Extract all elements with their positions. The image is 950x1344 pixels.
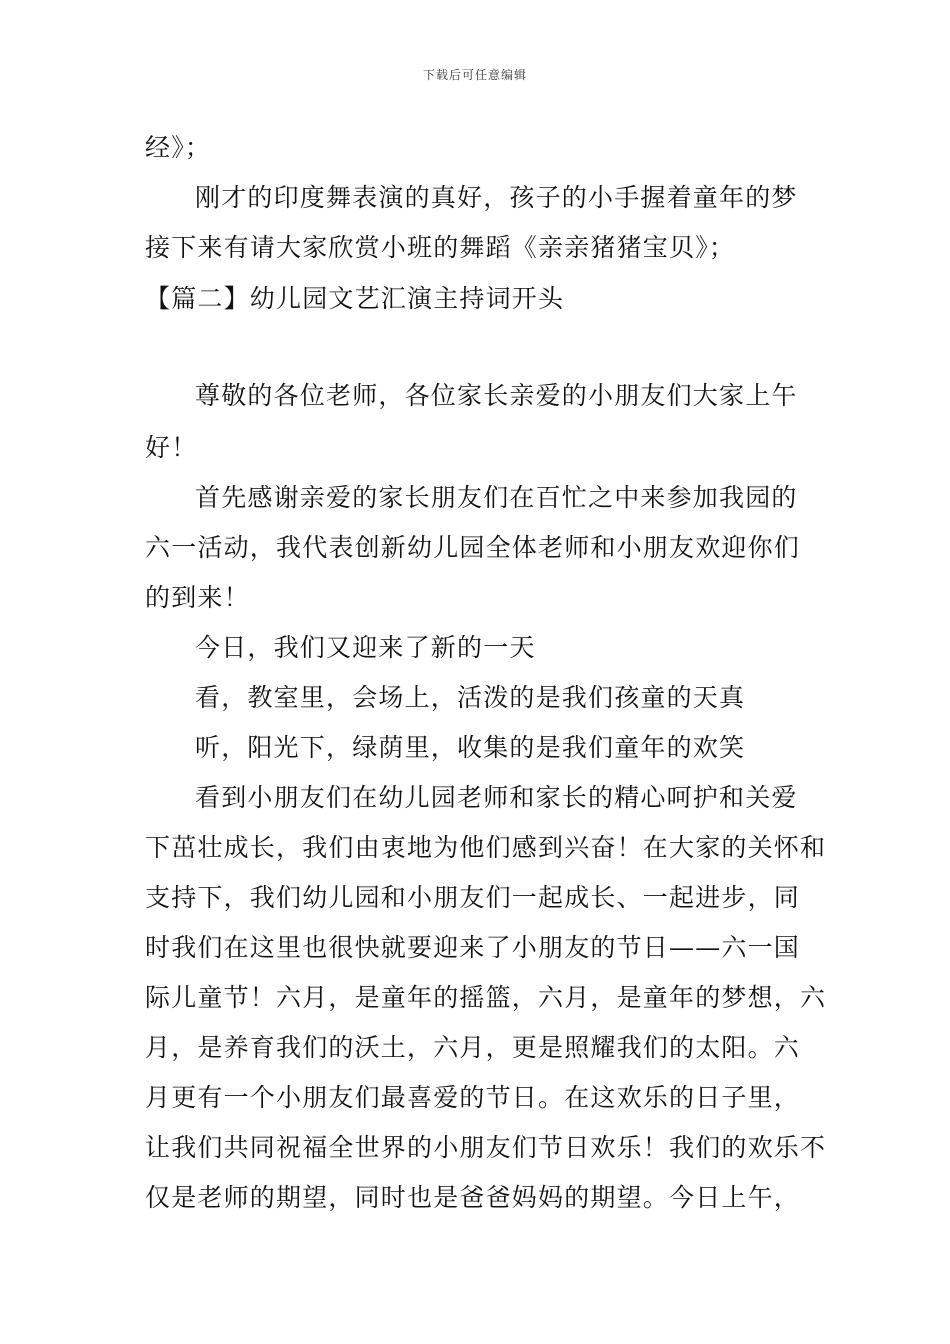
text-line: 好！	[145, 433, 198, 462]
text-line: 经》；	[145, 133, 212, 162]
text-line: 让我们共同祝福全世界的小朋友们节日欢乐！我们的欢乐不	[145, 1133, 827, 1162]
text-line: 月更有一个小朋友们最喜爱的节日。在这欢乐的日子里，	[145, 1083, 801, 1112]
text-line: 支持下，我们幼儿园和小朋友们一起成长、一起进步，同	[145, 883, 801, 912]
text-line: 下茁壮成长，我们由衷地为他们感到兴奋！在大家的关怀和	[145, 833, 827, 862]
text-line: 听，阳光下，绿荫里，收集的是我们童年的欢笑	[195, 733, 746, 762]
text-line: 今日，我们又迎来了新的一天	[195, 633, 536, 662]
text-line: 际儿童节！六月，是童年的摇篮，六月，是童年的梦想，六	[145, 983, 827, 1012]
text-line: 尊敬的各位老师，各位家长亲爱的小朋友们大家上午	[195, 381, 798, 410]
text-line: 看到小朋友们在幼儿园老师和家长的精心呵护和关爱	[195, 783, 798, 812]
text-line: 接下来有请大家欣赏小班的舞蹈《亲亲猪猪宝贝》；	[145, 233, 736, 262]
text-line: 六一活动，我代表创新幼儿园全体老师和小朋友欢迎你们	[145, 533, 801, 562]
text-line: 刚才的印度舞表演的真好，孩子的小手握着童年的梦	[195, 183, 798, 212]
text-line: 仅是老师的期望，同时也是爸爸妈妈的期望。今日上午，	[145, 1183, 801, 1212]
text-line: 的到来！	[145, 583, 250, 612]
text-line: 首先感谢亲爱的家长朋友们在百忙之中来参加我园的	[195, 483, 798, 512]
page-header-note: 下载后可任意编辑	[422, 68, 527, 82]
section-heading: 【篇二】幼儿园文艺汇演主持词开头	[145, 284, 565, 313]
text-line: 时我们在这里也很快就要迎来了小朋友的节日——六一国	[145, 933, 801, 962]
text-line: 月，是养育我们的沃土，六月，更是照耀我们的太阳。六	[145, 1033, 801, 1062]
text-line: 看，教室里，会场上，活泼的是我们孩童的天真	[195, 683, 746, 712]
